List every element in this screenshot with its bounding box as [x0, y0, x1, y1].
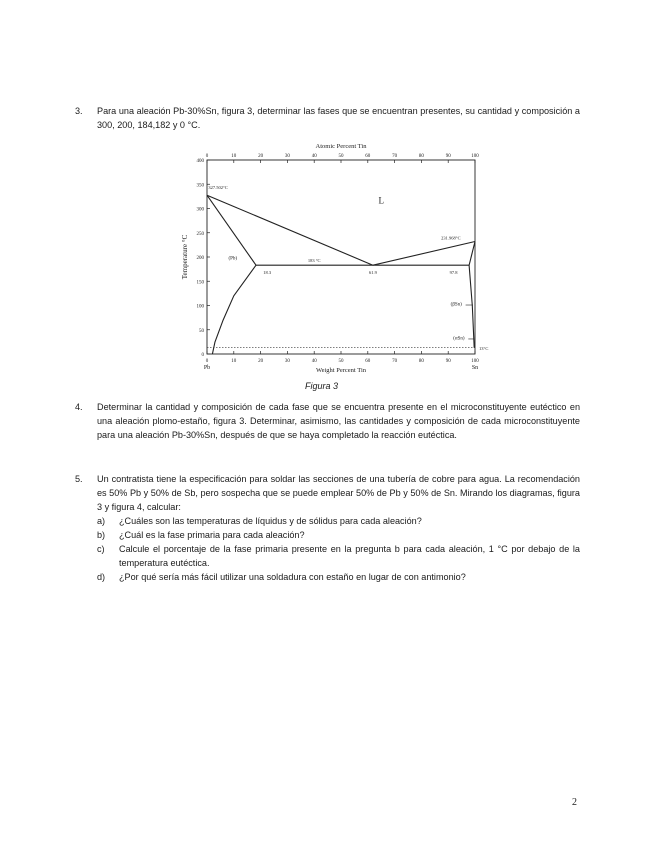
- question-4: [75, 400, 580, 442]
- alpha-sn-label: (αSn): [453, 336, 465, 342]
- liquid-region-label: L: [378, 195, 384, 206]
- question-number: 3.: [75, 106, 83, 116]
- sub-question-label: b): [97, 530, 106, 540]
- plot-border: [207, 160, 475, 354]
- x-tick-label: 100: [471, 359, 479, 364]
- plot-frame: [207, 160, 475, 354]
- page-number: 2: [572, 797, 577, 808]
- top-tick-label: 90: [445, 154, 451, 159]
- top-tick-label: 10: [231, 154, 237, 159]
- comp-eutectic-label: 61.9: [368, 269, 377, 275]
- top-tick-label: 50: [338, 154, 344, 159]
- x-tick-label: 40: [311, 359, 317, 364]
- top-tick-label: 0: [205, 154, 209, 159]
- sub-question-label: d): [97, 572, 106, 582]
- sub-question-label: a): [97, 516, 106, 526]
- y-tick-label: 300: [196, 207, 204, 213]
- question-text: Para una aleación Pb-30%Sn, figura 3, determinar las fases que se encuentran presentes, su cantidad y composición a 300, 200, 184,182 y 0 °C.: [97, 106, 580, 130]
- axis-ticks: [207, 160, 475, 354]
- y-tick-label: 50: [199, 328, 204, 334]
- sub-question-text: Calcule el porcentaje de la fase primaria presente en la pregunta b para cada aleación, 1 °C por debajo de la temperatura eutéctica.: [119, 544, 580, 568]
- y-tick-label: 200: [196, 256, 204, 261]
- question-5: [75, 472, 580, 584]
- y-tick-label: 100: [196, 304, 204, 310]
- eutectic-temp-label: 183 °C: [307, 257, 321, 263]
- question-3: [75, 104, 580, 132]
- solidus-right-line: [469, 242, 475, 266]
- solvus-left-line: [212, 265, 256, 354]
- y-tick-label: 0: [201, 353, 204, 358]
- pb-phase-label: (Pb): [228, 256, 238, 262]
- top-axis-title: Atomic Percent Tin: [315, 143, 367, 150]
- comp-right-label: 97.8: [449, 269, 458, 275]
- y-tick-label: 150: [196, 280, 204, 286]
- sub-question-text: ¿Cuál es la fase primaria para cada aleación?: [119, 530, 305, 540]
- question-text: Un contratista tiene la especificación para soldar las secciones de una tubería de cobre para agua. La recomendación es 50% Pb y 50% de Sb, pero sospecha que se puede emplear 50% de Pb y 50% de Sn. Mirando los diagramas, figura 3 y figura 4, calcular:: [97, 474, 580, 512]
- transition-temp-label: 13°C: [479, 346, 489, 352]
- x-tick-label: 10: [231, 359, 237, 364]
- sub-question: [97, 514, 580, 528]
- y-tick-label: 250: [196, 231, 204, 237]
- question-text: Determinar la cantidad y composición de cada fase que se encuentra presente en el microconstituyente eutéctico en una aleación plomo-estaño, figura 3. Determinar, asimismo, las cantidades y composición de cada microconstituyente para una aleación Pb-30%Sn, después de que se haya completado la reacción eutéctica.: [97, 402, 580, 440]
- sn-melting-label: 231.968°C: [441, 235, 461, 241]
- sub-question-text: ¿Cuáles son las temperaturas de líquidus y de sólidus para cada aleación?: [119, 516, 422, 526]
- solvus-right-line: [469, 265, 474, 348]
- y-tick-label: 400: [196, 159, 204, 164]
- liquidus-right-line: [373, 242, 475, 266]
- pb-melting-label: 327.502°C: [208, 185, 228, 191]
- x-tick-label: 60: [365, 359, 371, 364]
- comp-left-label: 18.3: [263, 269, 272, 275]
- top-tick-label: 30: [284, 154, 290, 159]
- x-tick-label: 20: [258, 359, 264, 364]
- phase-curves: [207, 195, 475, 354]
- top-tick-label: 20: [258, 154, 264, 159]
- x-tick-label: 90: [445, 359, 451, 364]
- y-axis-title: Temperature °C: [181, 234, 189, 280]
- top-tick-label: 80: [418, 154, 424, 159]
- top-tick-label: 100: [471, 154, 479, 159]
- x-tick-label: 70: [392, 359, 398, 364]
- sub-question: [97, 570, 580, 584]
- top-tick-label: 40: [311, 154, 317, 159]
- sub-question-label: c): [97, 544, 105, 554]
- x-end-label-left: Pb: [203, 365, 211, 371]
- sub-question: [97, 542, 580, 570]
- x-tick-label: 80: [418, 359, 424, 364]
- question-number: 4.: [75, 402, 83, 412]
- top-tick-label: 70: [392, 154, 398, 159]
- figure-caption: Figura 3: [305, 381, 339, 391]
- x-tick-label: 30: [284, 359, 290, 364]
- question-number: 5.: [75, 474, 83, 484]
- beta-sn-label: (βSn): [450, 302, 462, 308]
- sub-question: [97, 528, 580, 542]
- x-tick-label: 50: [338, 359, 344, 364]
- diagram-labels: [181, 143, 488, 374]
- top-tick-label: 60: [365, 154, 371, 159]
- x-axis-title: Weight Percent Tin: [315, 367, 367, 374]
- y-tick-label: 350: [196, 183, 204, 189]
- x-tick-label: 0: [205, 359, 209, 364]
- sub-question-text: ¿Por qué sería más fácil utilizar una soldadura con estaño en lugar de con antimonio?: [119, 572, 466, 582]
- x-end-label-right: Sn: [471, 365, 479, 371]
- pb-sn-phase-diagram: [175, 140, 495, 380]
